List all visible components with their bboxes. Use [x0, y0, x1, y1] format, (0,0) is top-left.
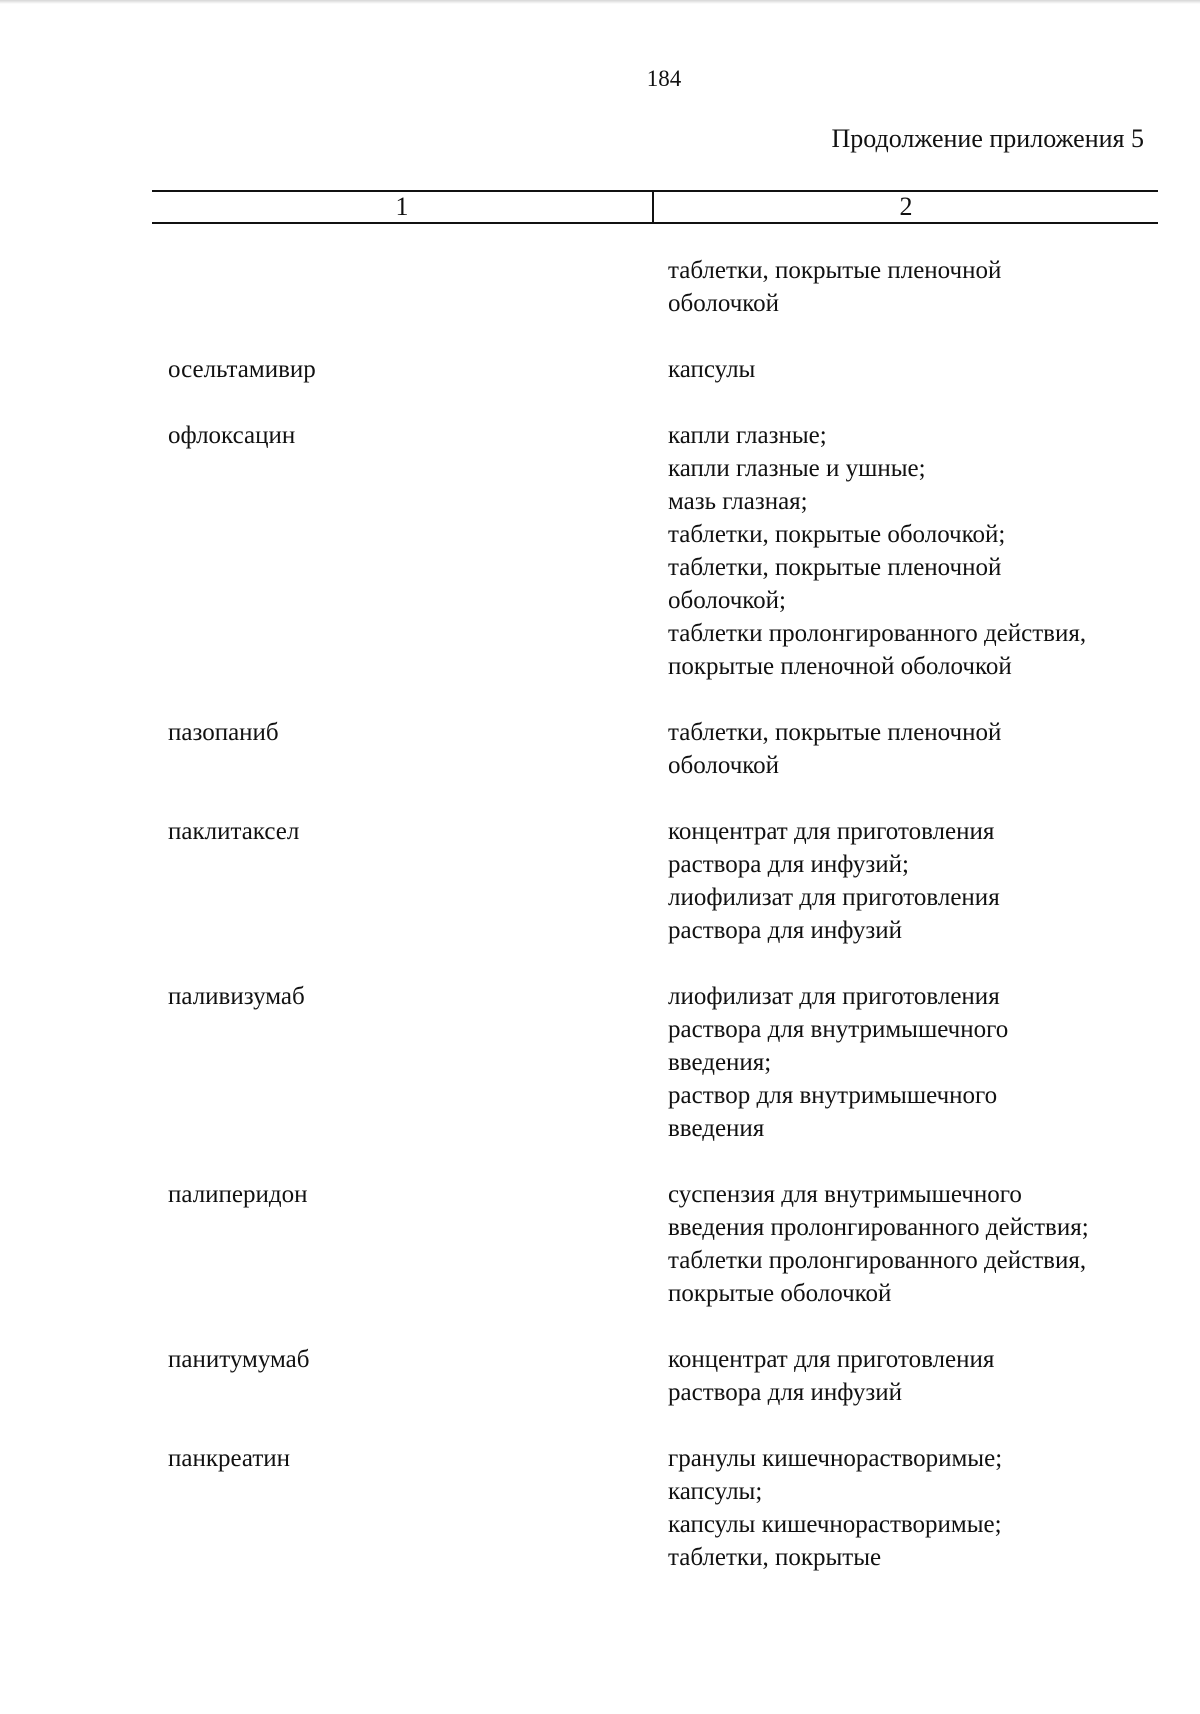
dosage-form-line: капсулы; — [668, 1478, 763, 1505]
dosage-form-line: таблетки, покрытые пленочной — [668, 257, 1002, 284]
dosage-forms-cell — [668, 419, 1158, 683]
dosage-form-line: таблетки, покрытые оболочкой; — [668, 521, 1006, 548]
drug-name-cell: паклитаксел — [168, 818, 300, 845]
dosage-form-line: лиофилизат для приготовления — [668, 983, 1000, 1010]
drug-name-cell: пазопаниб — [168, 719, 279, 746]
dosage-form-line: концентрат для приготовления — [668, 1346, 995, 1373]
table-row — [152, 1343, 1158, 1409]
dosage-form-line: раствора для инфузий — [668, 1379, 903, 1406]
table-row — [152, 980, 1158, 1145]
dosage-forms-cell — [668, 1442, 1158, 1574]
dosage-form-line: капли глазные; — [668, 422, 827, 449]
dosage-form-line: раствора для инфузий; — [668, 851, 909, 878]
dosage-form-line: раствора для инфузий — [668, 917, 903, 944]
dosage-forms-cell — [668, 1343, 1158, 1409]
drug-name-cell: офлоксацин — [168, 422, 296, 449]
drug-name-cell — [152, 254, 668, 320]
dosage-form-line: концентрат для приготовления — [668, 818, 995, 845]
dosage-form-line: введения; — [668, 1049, 772, 1076]
dosage-form-line: лиофилизат для приготовления — [668, 884, 1000, 911]
dosage-form-line: капсулы — [668, 356, 756, 383]
column-header-1: 1 — [152, 192, 654, 222]
dosage-form-line: покрытые пленочной оболочкой — [668, 653, 1012, 680]
dosage-form-line: раствор для внутримышечного — [668, 1082, 998, 1109]
dosage-form-line: капли глазные и ушные; — [668, 455, 926, 482]
drug-name-cell: панитумумаб — [168, 1346, 310, 1373]
table-row — [152, 353, 1158, 386]
table-row — [152, 716, 1158, 782]
dosage-form-line: таблетки, покрытые пленочной — [668, 554, 1002, 581]
table-row — [152, 1178, 1158, 1310]
page-number: 184 — [646, 66, 682, 91]
table-row — [152, 419, 1158, 683]
dosage-form-line: покрытые оболочкой — [668, 1280, 892, 1307]
dosage-form-line: таблетки пролонгированного действия, — [668, 620, 1087, 647]
dosage-form-line: оболочкой — [668, 752, 780, 779]
dosage-form-line: мазь глазная; — [668, 488, 808, 515]
dosage-form-line: введения — [668, 1115, 765, 1142]
dosage-forms-cell — [668, 980, 1158, 1145]
dosage-forms-cell — [668, 254, 1158, 320]
table-header — [152, 190, 1158, 224]
dosage-form-line: введения пролонгированного действия; — [668, 1214, 1089, 1241]
dosage-form-line: раствора для внутримышечного — [668, 1016, 1009, 1043]
page-top-edge — [0, 0, 1200, 4]
table-row — [152, 1442, 1158, 1574]
dosage-form-line: суспензия для внутримышечного — [668, 1181, 1022, 1208]
dosage-forms-cell — [668, 353, 1158, 386]
dosage-form-line: оболочкой — [668, 290, 780, 317]
dosage-forms-cell — [668, 716, 1158, 782]
dosage-form-line: таблетки, покрытые пленочной — [668, 719, 1002, 746]
appendix-continuation-label: Продолжение приложения 5 — [831, 124, 1144, 153]
table-body — [152, 254, 1158, 1574]
dosage-form-line: оболочкой; — [668, 587, 786, 614]
table-row — [152, 254, 1158, 320]
dosage-forms-cell — [668, 815, 1158, 947]
table-row — [152, 815, 1158, 947]
dosage-form-line: капсулы кишечнорастворимые; — [668, 1511, 1002, 1538]
drug-name-cell: осельтамивир — [168, 356, 316, 383]
drug-name-cell: палиперидон — [168, 1181, 308, 1208]
dosage-form-line: гранулы кишечнорастворимые; — [668, 1445, 1003, 1472]
dosage-form-line: таблетки пролонгированного действия, — [668, 1247, 1087, 1274]
dosage-form-line: таблетки, покрытые — [668, 1544, 882, 1571]
column-header-2: 2 — [899, 192, 913, 221]
drug-name-cell: паливизумаб — [168, 983, 305, 1010]
drug-name-cell: панкреатин — [168, 1445, 291, 1472]
dosage-forms-cell — [668, 1178, 1158, 1310]
